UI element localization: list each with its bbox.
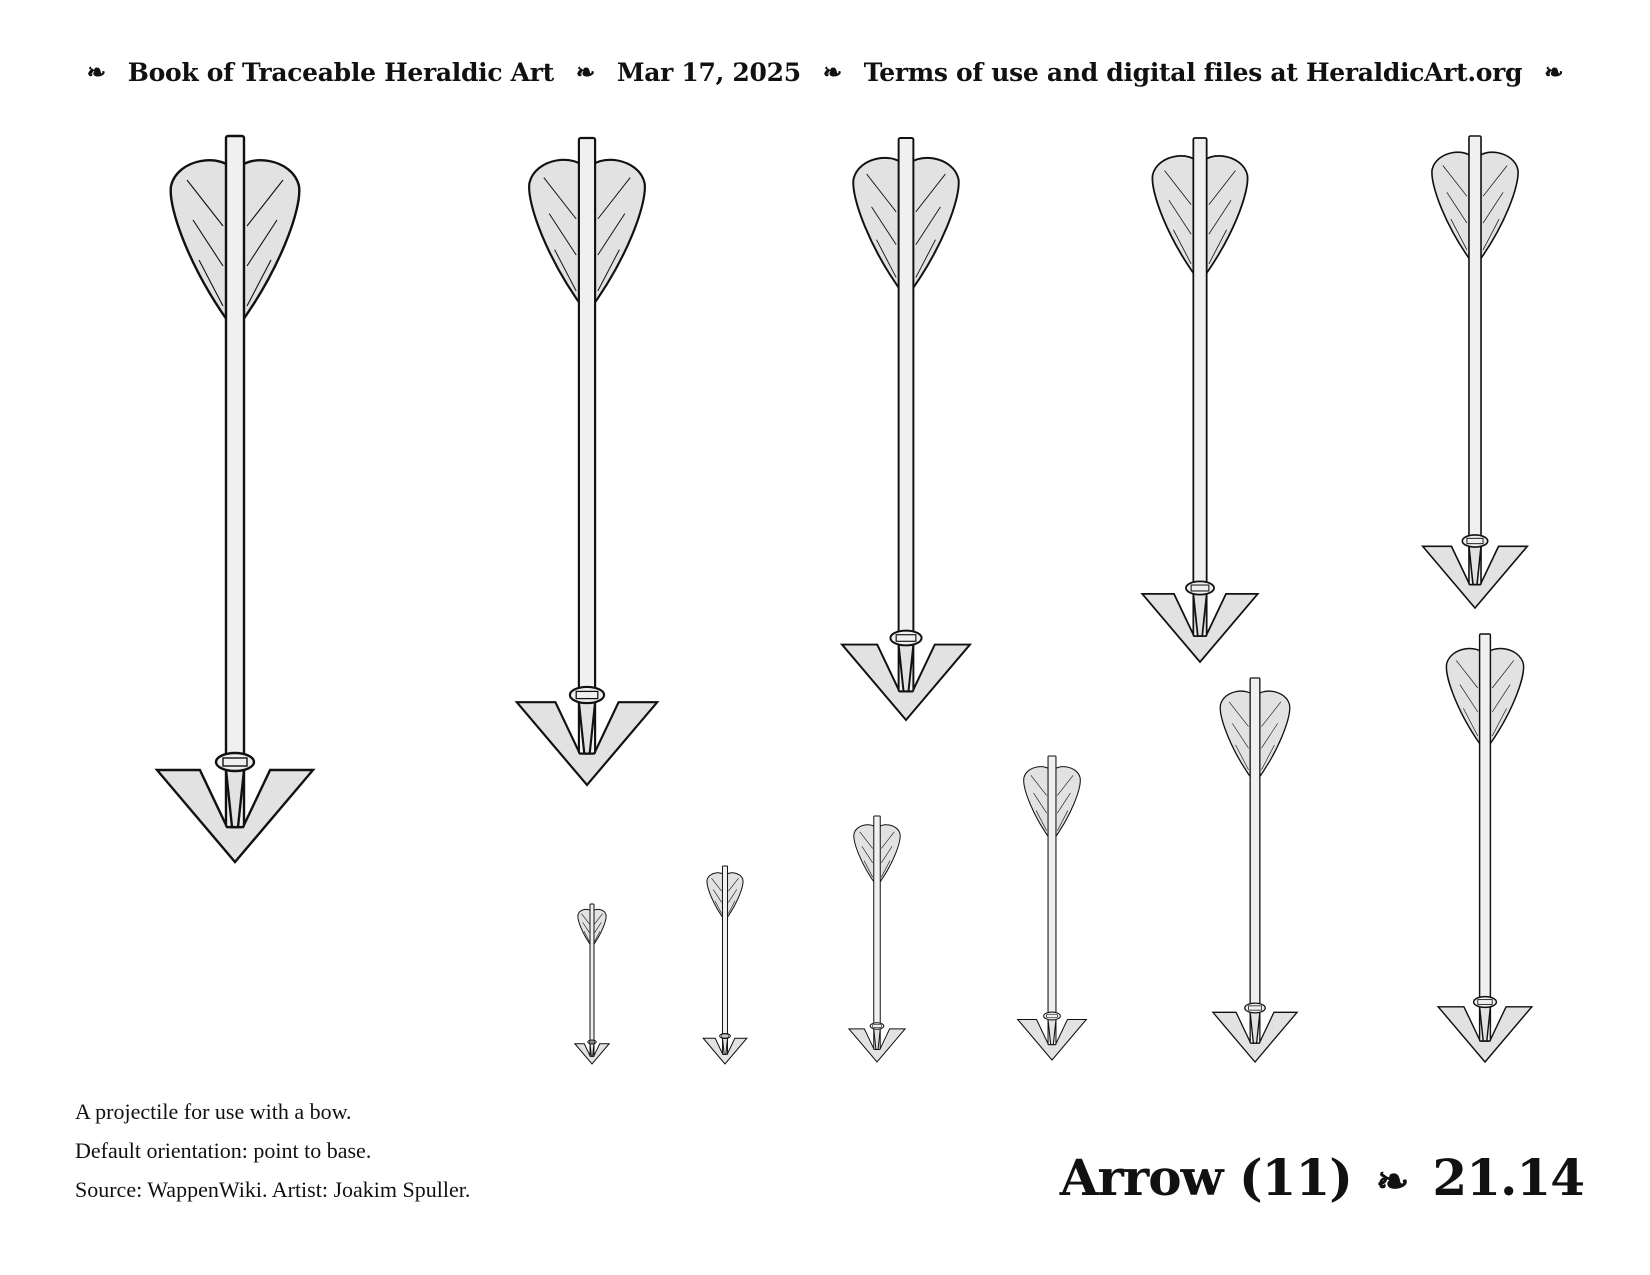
ferrule-ring [1245, 1003, 1266, 1013]
shaft [226, 136, 244, 827]
description-block [75, 1092, 470, 1209]
ornament-icon: ❧ [822, 59, 842, 86]
arrow-3-icon [842, 138, 970, 720]
orientation-line: Default orientation: point to base. [75, 1138, 372, 1163]
ferrule-ring [216, 753, 254, 771]
arrow-10-icon [703, 866, 747, 1064]
arrow-1-icon [157, 136, 313, 862]
ferrule-ring [1474, 997, 1497, 1008]
ferrule-ring [720, 1033, 731, 1038]
charge-name: Arrow (11) [1059, 1148, 1352, 1207]
terms-of-use: Terms of use and digital files at HeraldicArt.org [863, 58, 1523, 87]
ornament-icon: ❧ [1544, 59, 1564, 86]
shaft [1048, 756, 1056, 1045]
ferrule-ring [1462, 535, 1487, 547]
ferrule-ring [570, 687, 604, 703]
shaft [899, 138, 914, 691]
plate-caption [1060, 1148, 1584, 1207]
plate-number: 21.14 [1432, 1148, 1584, 1207]
ornament-icon: ❧ [575, 59, 595, 86]
ornament-icon: ❧ [1375, 1158, 1409, 1205]
shaft [1480, 634, 1491, 1041]
ferrule-ring [1044, 1012, 1061, 1020]
ferrule-ring [890, 631, 921, 646]
shaft [1193, 138, 1206, 636]
ornament-icon: ❧ [86, 59, 106, 86]
book-title: Book of Traceable Heraldic Art [127, 58, 554, 87]
arrow-5-icon [1423, 136, 1528, 608]
shaft [590, 904, 594, 1056]
arrow-11-icon [575, 904, 609, 1064]
arrow-7-icon [1213, 678, 1297, 1062]
source-line: Source: WappenWiki. Artist: Joakim Spuller. [75, 1177, 471, 1202]
publication-date: Mar 17, 2025 [616, 58, 801, 87]
shaft [1250, 678, 1260, 1043]
shaft [722, 866, 727, 1054]
ferrule-ring [870, 1023, 884, 1029]
shaft [1469, 136, 1481, 585]
shaft [579, 138, 595, 754]
ferrule-ring [1186, 581, 1214, 594]
arrow-4-icon [1142, 138, 1257, 662]
arrow-8-icon [1018, 756, 1087, 1060]
description-line: A projectile for use with a bow. [75, 1099, 352, 1124]
arrow-9-icon [849, 816, 905, 1062]
arrow-2-icon [517, 138, 657, 785]
shaft [874, 816, 880, 1049]
arrow-6-icon [1438, 634, 1532, 1062]
